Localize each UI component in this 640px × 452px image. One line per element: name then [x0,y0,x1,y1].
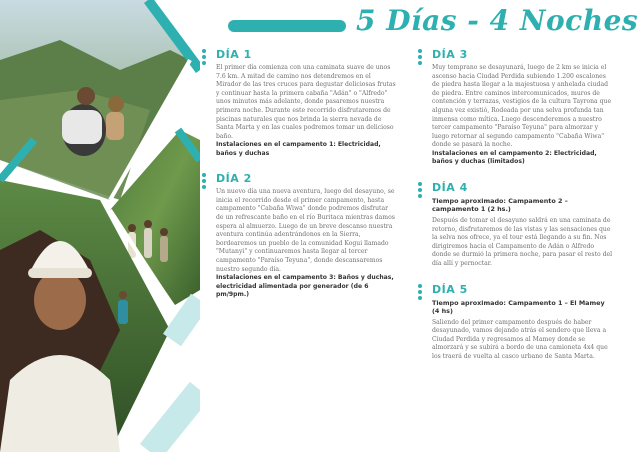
title-accent-bar [228,20,346,32]
day-section [418,181,614,269]
day-heading: DÍA 5 [432,282,468,296]
bullet-dots [202,49,208,65]
day-facilities: Instalaciones en el campamento 3: Baños y duchas, electricidad alimentada por generador (de 6 pm/9pm.) [216,274,394,298]
day-description: Saliendo del primer campamento después de haber desayunado, vamos dejando atrás el sendero que lleva a Ciudad Perdida y regresamos al Mamey donde se almorzará y se subirá a bordo de una camioneta 4x4 que los traerá de vuelta al casco urbano de Santa Marta. [432,318,608,361]
day-heading: DÍA 2 [216,172,252,186]
bullet-dots [418,284,424,300]
day-description: El primer día comienza con una caminata suave de unos 7.6 km. A mitad de camino nos detendremos en el Mirador de las tres cruces para degustar deliciosas frutas y continuar hasta la primera cabaña "Adán" o "Alfredo" unos minutos más adelante, donde pasaremos nuestra primera noche. Durante este recorrido disfrutaremos de piscinas naturales que nos brinda la sierra nevada de Santa Marta y en las cuales podremos tomar un delicioso baño. [216,64,396,140]
bullet-dots [202,173,208,189]
day-facilities: Instalaciones en el campamento 1: Electricidad, baños y duchas [216,141,381,157]
day-heading: DÍA 1 [216,48,252,61]
day-duration: Tiempo aproximado: Campamento 1 – El Mamey (4 hs) [432,298,605,316]
day-section [418,283,614,362]
itinerary-column-right [418,48,614,372]
day-section [202,172,396,299]
day-description: Un nuevo día una nueva aventura, luego del desayuno, se inicia el recorrido desde el primer campamento, hasta campamento "Cabaña Wiwa" donde podremos disfrutar de un refrescante baño en el río Buritaca mientras damos espera al almuerzo. Luego de un breve descanso nuestra aventura continúa adentrándonos en la Sierra, bordearemos un pueblo de la comunidad Kogui llamado "Mutanyi" y continuaremos hasta llegar al tercer campamento "Paraíso Teyuna", donde descansaremos nuestro segundo día. [216,188,395,273]
photo-collage [0,0,200,452]
page-title: 5 Días - 4 Noches [356,4,639,37]
day-section [418,48,614,167]
day-description: Después de tomar el desayuno saldrá en una caminata de retorno, disfrutaremos de las vistas y las sensaciones que la selva nos ofrece, ya el tour está llegando a su fin. Nos dirigiremos hacia el Campamento de Adán o Alfredo donde se durmió la primera noche, para pasar el resto del día allí y pernoctar. [432,216,613,267]
day-heading: DÍA 4 [432,180,468,194]
itinerary-column-left [202,48,396,309]
bullet-dots [418,182,424,198]
day-duration: Tiempo aproximado: Campamento 2 – campamento 1 (2 hs.) [432,196,568,214]
day-section [202,48,396,158]
day-heading: DÍA 3 [432,48,468,61]
day-facilities: Instalaciones en el campamento 2: Electricidad, baños y duchas (limitados) [432,149,597,166]
day-description: Muy temprano se desayunará, luego de 2 km se inicia el ascenso hacia Ciudad Perdida subiendo 1.200 escalones de piedra hasta llegar a la majestuosa y anhelada ciudad de piedra. Entre caminos intercomunicados, muros de contención y terrazas, vestigios de la cultura Tayrona que alguna vez existió, Rodeada por una selva profunda tan inmensa como mítica. Luego descenderemos a nuestro tercer campamento "Paraíso Teyuna" para almorzar y luego retornar al segundo campamento "Cabaña Wiwa" donde se pasará la noche. [432,64,612,149]
bullet-dots [418,49,424,65]
